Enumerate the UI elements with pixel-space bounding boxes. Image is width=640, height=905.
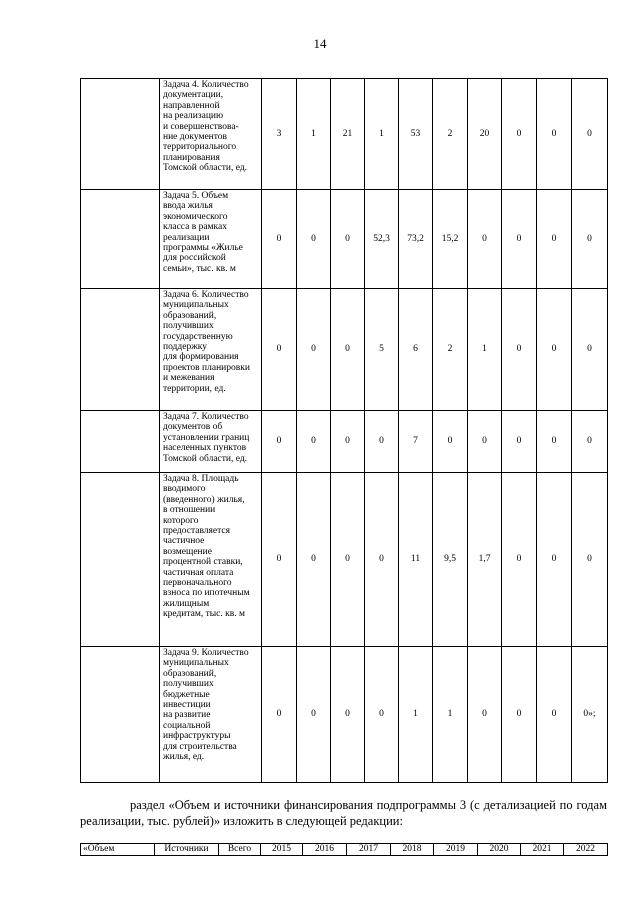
value-cell: 15,2	[433, 190, 468, 289]
value-cell: 0	[331, 289, 365, 411]
financing-header-cell: 2017	[347, 844, 391, 856]
financing-table	[80, 843, 608, 856]
financing-header-cell: Источники	[155, 844, 219, 856]
financing-header-cell: 2016	[303, 844, 347, 856]
value-cell: 0	[297, 473, 331, 647]
instruction-text: раздел «Объем и источники финансирования подпрограммы 3 (с детализацией по годам реализации, тыс. рублей)» изложить в следующей редакции:	[80, 798, 607, 828]
value-cell: 0	[433, 411, 468, 473]
value-cell: 1	[399, 647, 433, 783]
empty-cell	[81, 411, 160, 473]
value-cell: 0	[468, 190, 502, 289]
financing-header-cell: 2020	[478, 844, 521, 856]
value-cell: 0	[537, 473, 572, 647]
value-cell: 0	[262, 647, 297, 783]
financing-header-cell: 2021	[521, 844, 564, 856]
financing-header-row	[81, 844, 608, 856]
financing-header-cell: Всего	[219, 844, 261, 856]
value-cell: 0	[331, 190, 365, 289]
table-row	[81, 411, 608, 473]
value-cell: 0	[502, 647, 537, 783]
financing-header-cell: 2022	[564, 844, 608, 856]
value-cell: 2	[433, 289, 468, 411]
value-cell: 1	[433, 647, 468, 783]
empty-cell	[81, 473, 160, 647]
value-cell: 0	[331, 411, 365, 473]
value-cell: 5	[365, 289, 399, 411]
financing-header-cell: 2015	[261, 844, 303, 856]
empty-cell	[81, 289, 160, 411]
value-cell: 20	[468, 79, 502, 190]
task-description: Задача 7. Количество документов об установлении границ населенных пунктов Томской области, ед.	[160, 411, 262, 473]
value-cell: 73,2	[399, 190, 433, 289]
value-cell: 0	[537, 411, 572, 473]
value-cell: 0	[297, 411, 331, 473]
indicators-table	[80, 78, 608, 783]
value-cell: 0	[502, 190, 537, 289]
value-cell: 11	[399, 473, 433, 647]
value-cell: 0	[537, 79, 572, 190]
financing-header-cell: «Объем	[81, 844, 155, 856]
financing-header-cell: 2019	[434, 844, 478, 856]
value-cell: 0	[572, 190, 608, 289]
value-cell: 0	[502, 289, 537, 411]
instruction-paragraph	[80, 797, 607, 829]
value-cell: 0	[331, 473, 365, 647]
page-number: 14	[313, 36, 327, 51]
value-cell: 6	[399, 289, 433, 411]
value-cell: 1,7	[468, 473, 502, 647]
value-cell: 0	[365, 473, 399, 647]
table-row	[81, 473, 608, 647]
financing-header-cell: 2018	[391, 844, 434, 856]
value-cell: 0»;	[572, 647, 608, 783]
value-cell: 0	[502, 79, 537, 190]
table-row	[81, 289, 608, 411]
empty-cell	[81, 79, 160, 190]
value-cell: 0	[365, 411, 399, 473]
value-cell: 2	[433, 79, 468, 190]
value-cell: 3	[262, 79, 297, 190]
value-cell: 1	[365, 79, 399, 190]
value-cell: 0	[262, 473, 297, 647]
value-cell: 0	[262, 289, 297, 411]
value-cell: 9,5	[433, 473, 468, 647]
value-cell: 0	[537, 647, 572, 783]
table-row	[81, 79, 608, 190]
table-row	[81, 647, 608, 783]
value-cell: 0	[262, 411, 297, 473]
empty-cell	[81, 190, 160, 289]
task-description: Задача 6. Количество муниципальных образований, получивших государственную поддержку для формирования проектов планировки и межевания территории, ед.	[160, 289, 262, 411]
value-cell: 0	[297, 289, 331, 411]
value-cell: 0	[572, 79, 608, 190]
table-row	[81, 190, 608, 289]
value-cell: 0	[468, 647, 502, 783]
value-cell: 1	[468, 289, 502, 411]
empty-cell	[81, 647, 160, 783]
task-description: Задача 9. Количество муниципальных образований, получивших бюджетные инвестиции на развитие социальной инфраструктуры для строительства жилья, ед.	[160, 647, 262, 783]
value-cell: 0	[297, 647, 331, 783]
value-cell: 0	[537, 190, 572, 289]
value-cell: 0	[262, 190, 297, 289]
value-cell: 0	[297, 190, 331, 289]
value-cell: 0	[365, 647, 399, 783]
value-cell: 1	[297, 79, 331, 190]
task-description: Задача 5. Объем ввода жилья экономического класса в рамках реализации программы «Жилье для российской семьи», тыс. кв. м	[160, 190, 262, 289]
value-cell: 7	[399, 411, 433, 473]
value-cell: 0	[502, 411, 537, 473]
value-cell: 0	[537, 289, 572, 411]
value-cell: 0	[331, 647, 365, 783]
value-cell: 53	[399, 79, 433, 190]
task-description: Задача 4. Количество документации, направленной на реализацию и совершенствова- ние документов территориального планирования Томской области, ед.	[160, 79, 262, 190]
value-cell: 21	[331, 79, 365, 190]
value-cell: 52,3	[365, 190, 399, 289]
value-cell: 0	[572, 473, 608, 647]
value-cell: 0	[502, 473, 537, 647]
task-description: Задача 8. Площадь вводимого (введенного) жилья, в отношении которого предоставляется частичное возмещение процентной ставки, частичная оплата первоначального взноса по ипотечным жилищным кредитам, тыс. кв. м	[160, 473, 262, 647]
value-cell: 0	[572, 289, 608, 411]
value-cell: 0	[572, 411, 608, 473]
value-cell: 0	[468, 411, 502, 473]
